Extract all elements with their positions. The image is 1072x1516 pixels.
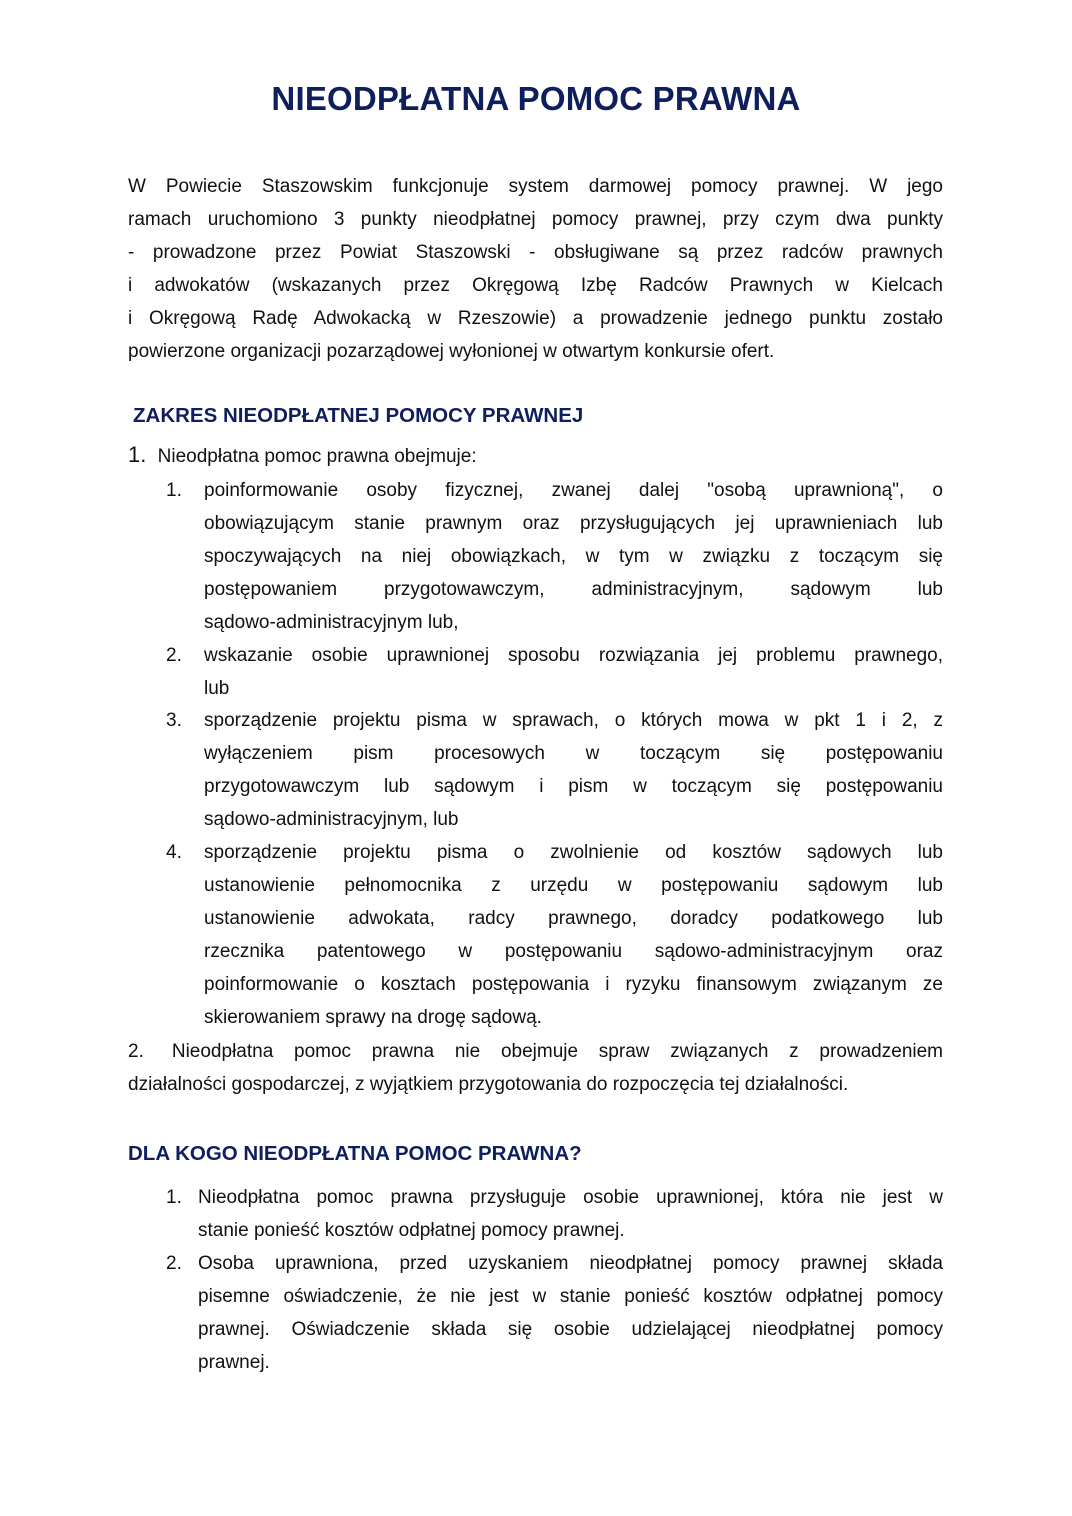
scope-point-1 xyxy=(128,438,943,473)
list-line: spoczywających na niej obowiązkach, w tym w związku z toczącym się xyxy=(204,546,943,567)
list-line: przygotowawczym lub sądowym i pism w toczącym się postępowaniu xyxy=(204,776,943,797)
section-heading-scope: ZAKRES NIEODPŁATNEJ POMOCY PRAWNEJ xyxy=(133,404,584,427)
list-line: pisemne oświadczenie, że nie jest w stanie ponieść kosztów odpłatnej pomocy xyxy=(198,1286,943,1307)
list-line: obowiązującym stanie prawnym oraz przysługujących jej uprawnieniach lub xyxy=(204,513,943,534)
intro-line: ramach uruchomiono 3 punkty nieodpłatnej pomocy prawnej, przy czym dwa punkty xyxy=(128,209,943,230)
scope-subitem xyxy=(166,704,943,836)
list-line: wyłączeniem pism procesowych w toczącym się postępowaniu xyxy=(204,743,943,764)
list-line xyxy=(128,1035,943,1068)
list-number: 1. xyxy=(128,442,147,467)
list-line: prawnej. xyxy=(198,1352,270,1373)
list-line: wskazanie osobie uprawnionej sposobu rozwiązania jej problemu prawnego, xyxy=(204,645,943,666)
scope-subitem xyxy=(166,836,943,1034)
page-title: NIEODPŁATNA POMOC PRAWNA xyxy=(271,80,801,117)
scope-point-2 xyxy=(128,1035,943,1101)
list-line: ustanowienie pełnomocnika z urzędu w postępowaniu sądowym lub xyxy=(204,875,943,896)
list-line: postępowaniem przygotowawczym, administracyjnym, sądowym lub xyxy=(204,579,943,600)
intro-line: W Powiecie Staszowskim funkcjonuje system darmowej pomocy prawnej. W jego xyxy=(128,176,943,197)
section-heading-eligibility: DLA KOGO NIEODPŁATNA POMOC PRAWNA? xyxy=(128,1142,582,1165)
list-line: stanie ponieść kosztów odpłatnej pomocy prawnej. xyxy=(198,1220,625,1241)
list-line: skierowaniem sprawy na drogę sądową. xyxy=(204,1007,542,1028)
intro-line: powierzone organizacji pozarządowej wyłonionej w otwartym konkursie ofert. xyxy=(128,341,775,362)
list-number: 1. xyxy=(166,1187,182,1208)
intro-paragraph xyxy=(128,170,943,368)
list-line: działalności gospodarczej, z wyjątkiem przygotowania do rozpoczęcia tej działalności. xyxy=(128,1074,849,1095)
list-line: sporządzenie projektu pisma o zwolnienie od kosztów sądowych lub xyxy=(204,842,943,863)
list-number: 4. xyxy=(166,842,182,863)
list-line: poinformowanie o kosztach postępowania i ryzyku finansowym związanym ze xyxy=(204,974,943,995)
eligibility-item xyxy=(166,1181,943,1247)
list-line: rzecznika patentowego w postępowaniu sądowo-administracyjnym oraz xyxy=(204,941,943,962)
list-line: Osoba uprawniona, przed uzyskaniem nieodpłatnej pomocy prawnej składa xyxy=(198,1253,943,1274)
list-number: 3. xyxy=(166,710,182,731)
list-text: Nieodpłatna pomoc prawna nie obejmuje spraw związanych z prowadzeniem xyxy=(171,1041,943,1062)
list-line: sądowo-administracyjnym, lub xyxy=(204,809,459,830)
scope-subitem xyxy=(166,474,943,639)
list-line: poinformowanie osoby fizycznej, zwanej dalej "osobą uprawnioną", o xyxy=(204,480,943,501)
list-number: 2. xyxy=(166,1253,182,1274)
intro-line: i Okręgową Radę Adwokacką w Rzeszowie) a prowadzenie jednego punktu zostało xyxy=(128,308,943,329)
list-line: lub xyxy=(204,678,230,699)
eligibility-item xyxy=(166,1247,943,1379)
list-number: 2. xyxy=(128,1041,144,1062)
list-number: 1. xyxy=(166,480,182,501)
list-line: Nieodpłatna pomoc prawna przysługuje osobie uprawnionej, która nie jest w xyxy=(198,1187,943,1208)
scope-subitem xyxy=(166,639,943,705)
list-line: prawnej. Oświadczenie składa się osobie udzielającej nieodpłatnej pomocy xyxy=(198,1319,943,1340)
list-text: Nieodpłatna pomoc prawna obejmuje: xyxy=(157,446,477,467)
intro-line: i adwokatów (wskazanych przez Okręgową Izbę Radców Prawnych w Kielcach xyxy=(128,275,943,296)
list-number: 2. xyxy=(166,645,182,666)
list-line: ustanowienie adwokata, radcy prawnego, doradcy podatkowego lub xyxy=(204,908,943,929)
list-line: sporządzenie projektu pisma w sprawach, o których mowa w pkt 1 i 2, z xyxy=(204,710,943,731)
intro-line: - prowadzone przez Powiat Staszowski - obsługiwane są przez radców prawnych xyxy=(128,242,943,263)
list-line: sądowo-administracyjnym lub, xyxy=(204,612,459,633)
